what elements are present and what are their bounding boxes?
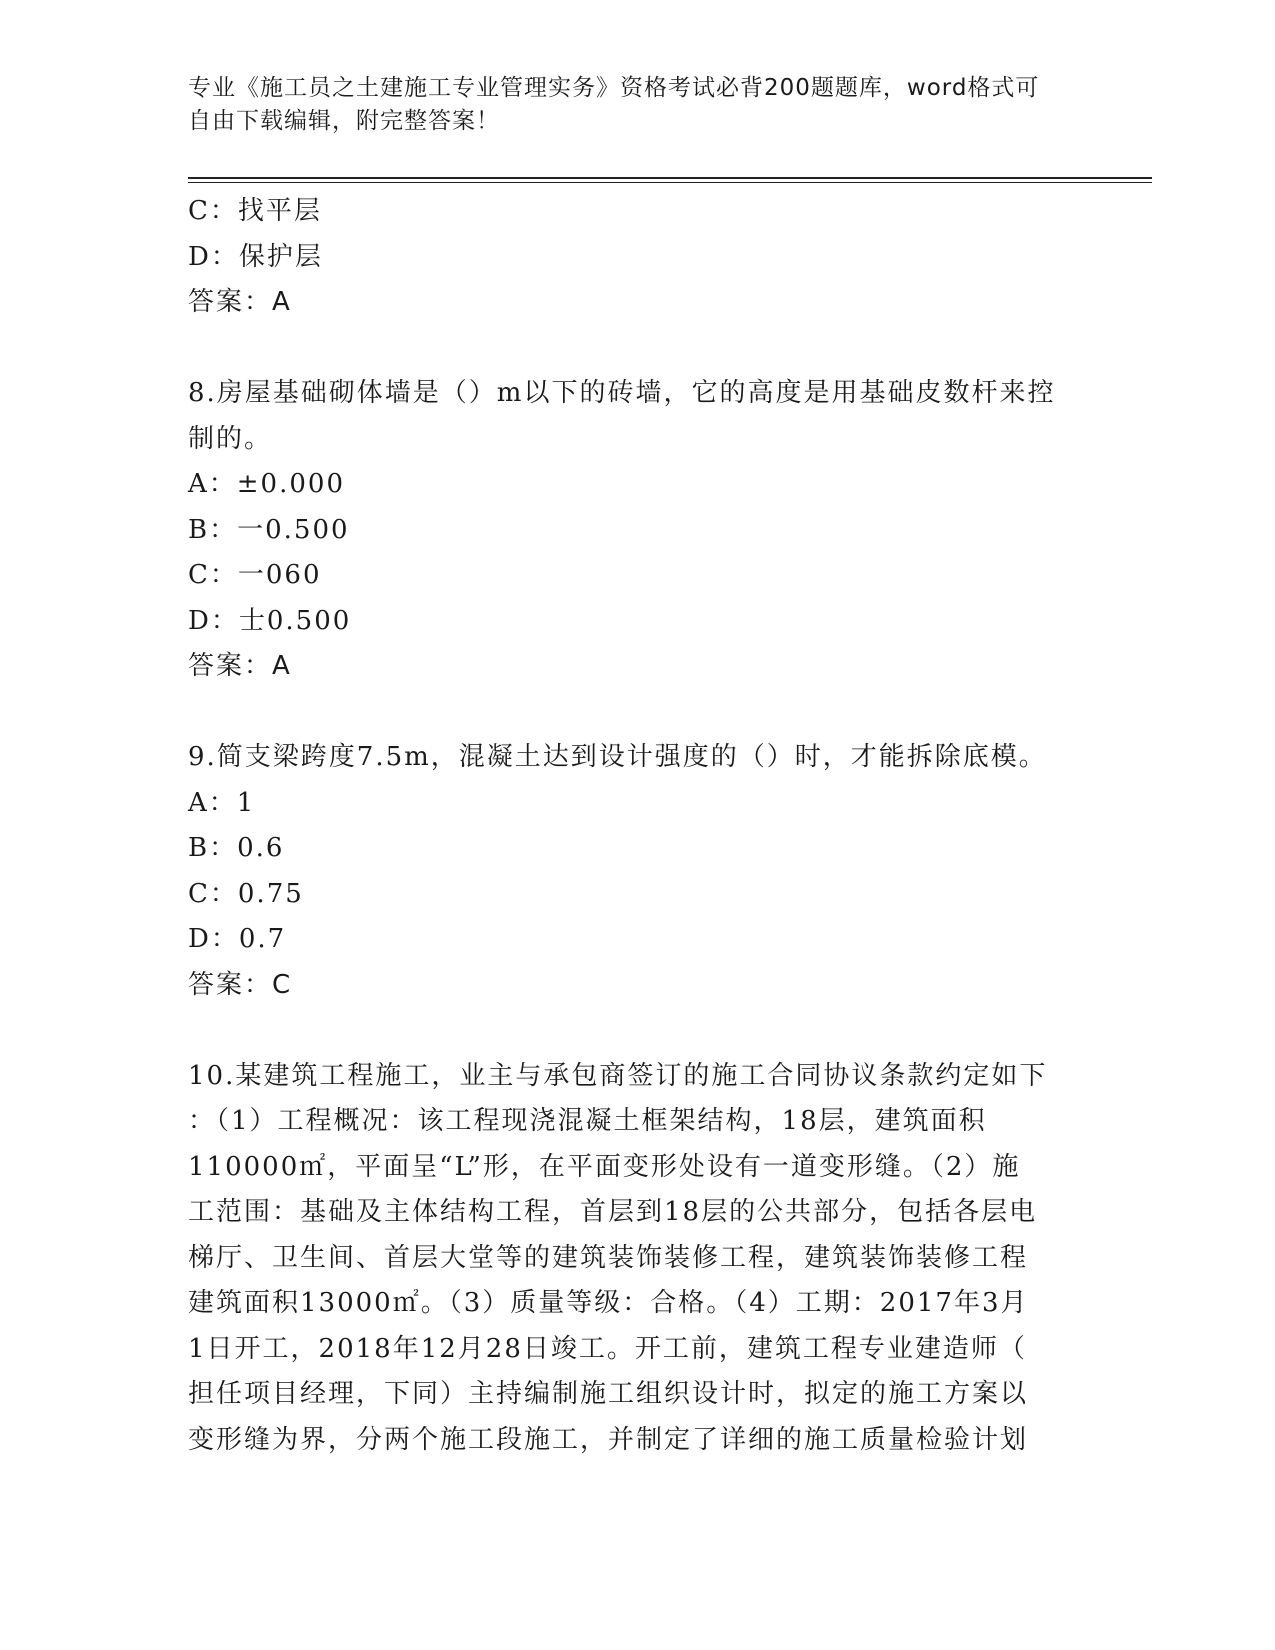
- document-header: [188, 72, 1088, 138]
- question-10-line: 1日开工，2018年12月28日竣工。开工前，建筑工程专业建造师（: [188, 1333, 1027, 1364]
- question-10-stem: [188, 1054, 1088, 1464]
- question-10-line: 110000㎡，平面呈“L”形，在平面变形处设有一道变形缝。（2）施: [188, 1151, 1021, 1182]
- answer: 答案：A: [188, 287, 292, 317]
- option-a: A：1: [188, 787, 256, 818]
- question-9-stem: 9.简支梁跨度7.5m，混凝土达到设计强度的（）时，才能拆除底模。: [188, 742, 1047, 772]
- header-rule: [188, 177, 1152, 179]
- option-c: C：找平层: [188, 196, 322, 226]
- document-body: [188, 189, 1088, 1463]
- header-line-2: 自由下载编辑，附完整答案！: [188, 108, 500, 134]
- option-c: C：0.75: [188, 878, 304, 909]
- question-10-line: ：（1）工程概况：该工程现浇混凝土框架结构，18层，建筑面积: [188, 1106, 987, 1136]
- header-line-1: 专业《施工员之土建施工专业管理实务》资格考试必背200题题库，word格式可: [188, 75, 1040, 101]
- question-10-line: 10.某建筑工程施工，业主与承包商签订的施工合同协议条款约定如下: [188, 1060, 1048, 1091]
- option-a: A：±0.000: [188, 469, 345, 499]
- question-10-line: 梯厅、卫生间、首层大堂等的建筑装饰装修工程，建筑装饰装修工程: [188, 1242, 1029, 1273]
- question-10-line: 担任项目经理，下同）主持编制施工组织设计时，拟定的施工方案以: [188, 1379, 1029, 1409]
- question-10-line: 建筑面积13000㎡。（3）质量等级：合格。（4）工期：2017年3月: [188, 1288, 1029, 1318]
- question-8-stem-line-1: 8.房屋基础砌体墙是（）m以下的砖墙，它的高度是用基础皮数杆来控: [188, 378, 1056, 408]
- option-d: D：保护层: [188, 241, 323, 272]
- question-10-line: 变形缝为界，分两个施工段施工，并制定了详细的施工质量检验计划: [188, 1424, 1029, 1455]
- option-b: B：一0.500: [188, 514, 350, 545]
- question-10-line: 工范围：基础及主体结构工程，首层到18层的公共部分，包括各层电: [188, 1197, 1038, 1227]
- option-c: C：一060: [188, 560, 322, 590]
- answer: 答案：C: [188, 969, 293, 1000]
- spacer: [188, 1008, 1088, 1054]
- question-8-stem-line-2: 制的。: [188, 423, 273, 454]
- spacer: [188, 690, 1088, 736]
- option-b: B：0.6: [188, 833, 285, 863]
- spacer: [188, 326, 1088, 372]
- header-rule-thin: [188, 182, 1152, 183]
- answer: 答案：A: [188, 651, 292, 681]
- option-d: D：士0.500: [188, 605, 352, 636]
- option-d: D：0.7: [188, 924, 287, 954]
